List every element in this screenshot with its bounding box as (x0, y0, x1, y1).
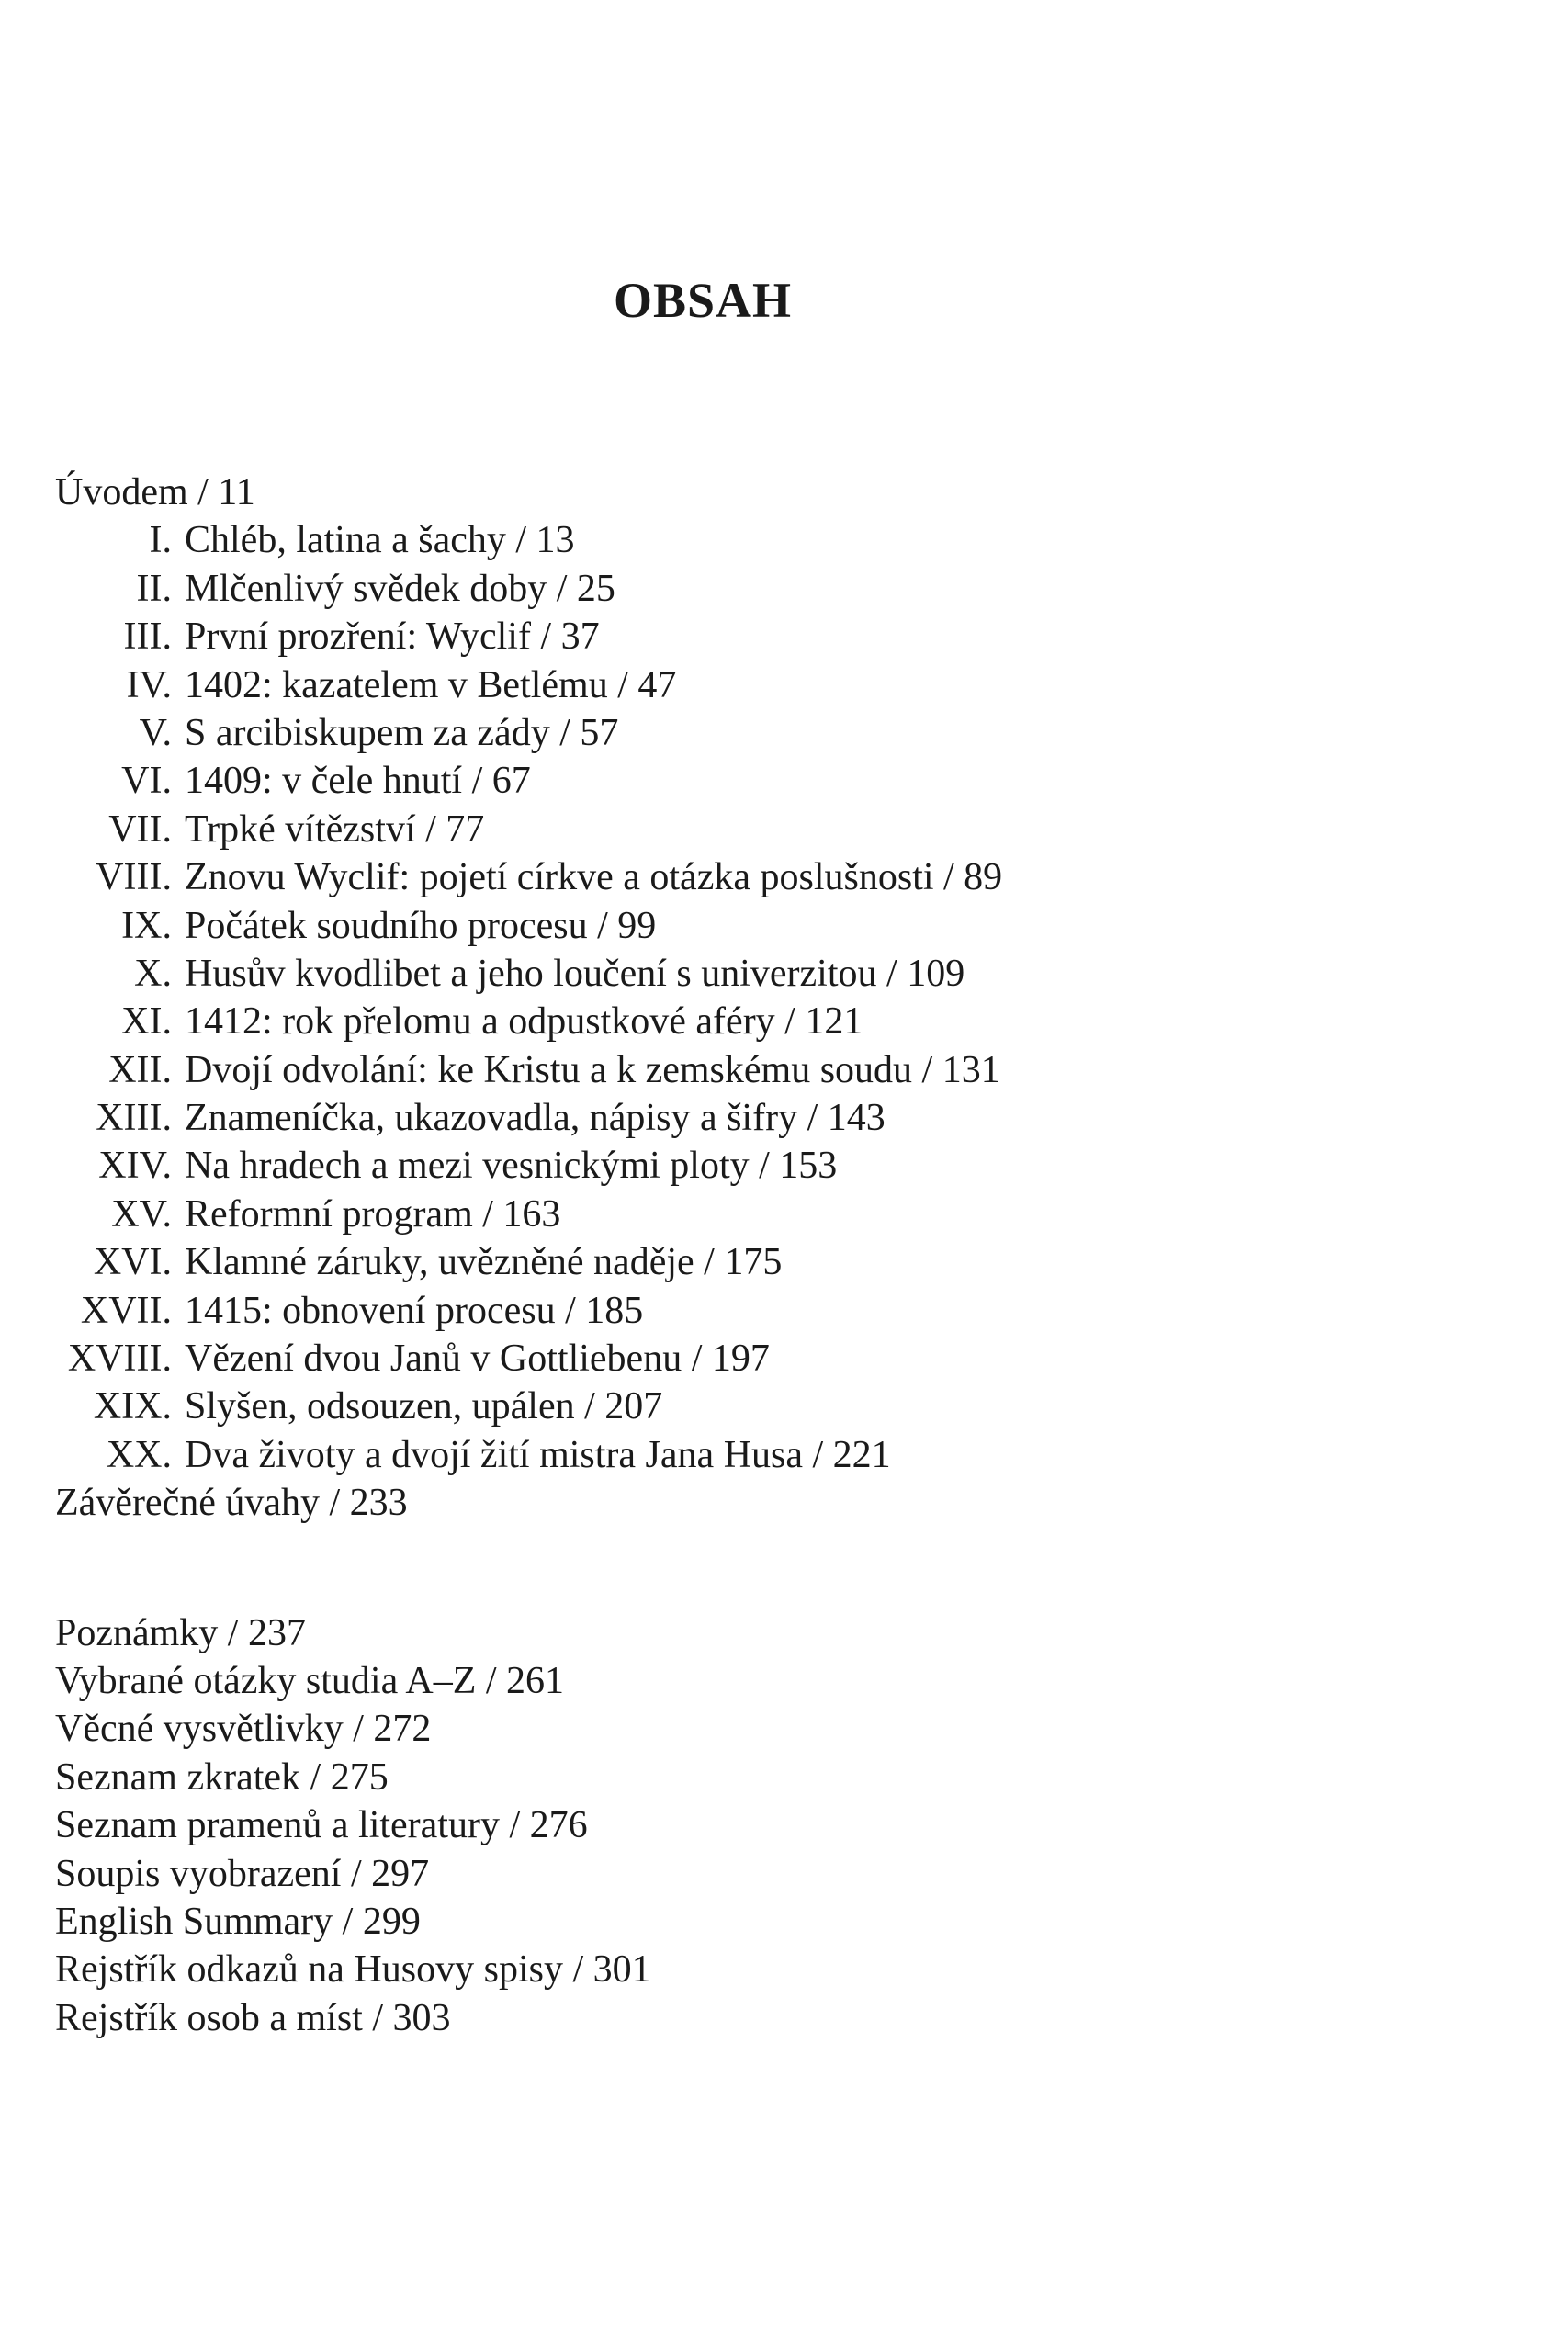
toc-chapter (55, 950, 1488, 998)
toc-chapter (55, 998, 1488, 1045)
chapter-title: Klamné záruky, uvězněné naděje / 175 (185, 1241, 783, 1284)
toc-chapter (55, 1191, 1488, 1238)
chapter-number: IV. (126, 663, 172, 706)
toc-chapter (55, 806, 1488, 853)
toc-appendix-item: Seznam zkratek / 275 (55, 1755, 389, 1799)
chapter-number: XIX. (93, 1385, 172, 1428)
page-title: OBSAH (613, 273, 793, 328)
chapter-number: III. (123, 615, 172, 659)
toc-chapter (55, 1431, 1488, 1479)
toc-appendix-item: Vybrané otázky studia A–Z / 261 (55, 1659, 565, 1702)
chapter-number: IX. (121, 904, 172, 947)
chapter-number: II. (136, 567, 172, 610)
chapter-title: Chléb, latina a šachy / 13 (185, 519, 575, 562)
toc-chapter (55, 757, 1488, 805)
toc-chapter (55, 1238, 1488, 1286)
toc-chapter (55, 516, 1488, 564)
chapter-title: Dvojí odvolání: ke Kristu a k zemskému soudu / 131 (185, 1048, 1000, 1091)
chapter-number: VII. (108, 807, 172, 851)
toc-chapter (55, 661, 1488, 709)
chapter-title: První prozření: Wyclif / 37 (185, 615, 600, 659)
toc-chapter (55, 1094, 1488, 1142)
section-gap (55, 1528, 1488, 1609)
chapter-number: XII. (108, 1048, 172, 1091)
chapter-title: Znameníčka, ukazovadla, nápisy a šifry / 143 (185, 1097, 886, 1140)
toc-appendix-item: Soupis vyobrazení / 297 (55, 1852, 430, 1895)
toc-appendix-item: Rejstřík osob a míst / 303 (55, 1996, 451, 2039)
chapter-title: Dva životy a dvojí žití mistra Jana Husa / 221 (185, 1433, 891, 1476)
chapter-title: Znovu Wyclif: pojetí církve a otázka poslušnosti / 89 (185, 856, 1003, 899)
toc-appendix-item: English Summary / 299 (55, 1900, 421, 1943)
chapter-number: XVIII. (67, 1337, 172, 1381)
toc-chapter (55, 1287, 1488, 1335)
toc-conclusion: Závěrečné úvahy / 233 (55, 1482, 408, 1525)
chapter-title: S arcibiskupem za zády / 57 (185, 711, 619, 754)
toc-appendix-item: Poznámky / 237 (55, 1611, 306, 1654)
chapter-number: XI. (121, 1000, 172, 1044)
chapter-number: XV. (111, 1192, 172, 1236)
chapter-title: Mlčenlivý svědek doby / 25 (185, 567, 615, 610)
toc-chapter (55, 1383, 1488, 1430)
chapter-number: VI. (121, 760, 172, 803)
chapter-title: Vězení dvou Janů v Gottliebenu / 197 (185, 1337, 770, 1381)
toc-appendix-item: Věcné vysvětlivky / 272 (55, 1708, 432, 1751)
chapter-title: Na hradech a mezi vesnickými ploty / 153 (185, 1145, 838, 1188)
chapter-title: 1412: rok přelomu a odpustkové aféry / 121 (185, 1000, 863, 1044)
toc-chapter (55, 709, 1488, 757)
chapter-number: XVI. (93, 1241, 172, 1284)
toc-appendix-item: Seznam pramenů a literatury / 276 (55, 1804, 588, 1847)
chapter-number: XX. (106, 1433, 172, 1476)
chapter-title: Počátek soudního procesu / 99 (185, 904, 657, 947)
toc-chapter (55, 565, 1488, 613)
chapter-title: 1402: kazatelem v Betlému / 47 (185, 663, 677, 706)
chapter-title: Trpké vítězství / 77 (185, 807, 485, 851)
chapter-number: V. (139, 711, 172, 754)
chapter-number: I. (149, 519, 172, 562)
toc-chapter (55, 613, 1488, 660)
table-of-contents (55, 468, 1488, 2042)
toc-chapter (55, 853, 1488, 901)
toc-chapter (55, 1142, 1488, 1190)
toc-chapter (55, 902, 1488, 950)
toc-chapter (55, 1046, 1488, 1094)
chapter-title: Slyšen, odsouzen, upálen / 207 (185, 1385, 663, 1428)
toc-intro: Úvodem / 11 (55, 471, 255, 514)
chapter-number: XIII. (96, 1097, 172, 1140)
chapter-number: XVII. (80, 1289, 172, 1332)
chapter-number: X. (134, 952, 172, 995)
chapter-title: Reformní program / 163 (185, 1192, 561, 1236)
chapter-number: XIV. (98, 1145, 172, 1188)
toc-chapter (55, 1335, 1488, 1383)
chapter-title: 1409: v čele hnutí / 67 (185, 760, 531, 803)
chapter-number: VIII. (96, 856, 172, 899)
chapter-title: Husův kvodlibet a jeho loučení s univerzitou / 109 (185, 952, 965, 995)
chapter-title: 1415: obnovení procesu / 185 (185, 1289, 644, 1332)
toc-appendix-item: Rejstřík odkazů na Husovy spisy / 301 (55, 1948, 651, 1992)
